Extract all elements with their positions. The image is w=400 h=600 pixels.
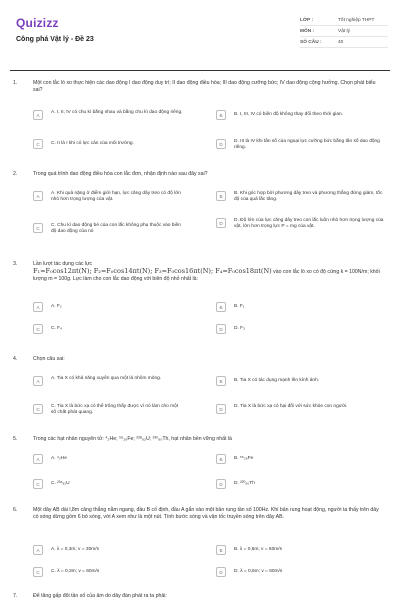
- option-letter: A: [33, 110, 43, 120]
- question-number: 3.: [13, 261, 18, 267]
- option-letter: A: [33, 376, 43, 386]
- question-number: 5.: [13, 436, 18, 442]
- option-a[interactable]: [33, 376, 183, 386]
- option-text: A. I, II, IV có chu kì bằng nhau và bằng chu kì dao động riêng.: [51, 110, 183, 115]
- option-a[interactable]: [33, 454, 183, 464]
- quizizz-logo: Quizizz: [16, 16, 59, 30]
- option-text: B. Tia X có tác dụng mạnh lên kính ảnh.: [234, 378, 320, 383]
- question-details: vào con lắc lò xo có độ cứng k = 100N/m; khối lượng m = 100g. Lực làm cho con lắc dao động với biên độ nhỏ nhất là:: [33, 269, 380, 282]
- question-text: Một con lắc lò xo thực hiện các dao động I dao động duy trì; II dao động điều hòa; III dao động cưỡng bức; IV dao động cộng hưởng. Chọn phát biểu sai?: [33, 80, 376, 93]
- question-number: 2.: [13, 171, 18, 177]
- question-text: Chọn câu sai:: [33, 356, 65, 362]
- option-d[interactable]: [216, 218, 384, 230]
- option-letter: A: [33, 454, 43, 464]
- option-text: C. ²³⁸₉₂U: [51, 481, 70, 486]
- option-d[interactable]: [216, 479, 384, 489]
- option-c[interactable]: [33, 479, 183, 489]
- question-intro: Lần lượt tác dụng các lực: [33, 261, 93, 267]
- option-letter: C: [33, 139, 43, 149]
- option-letter: A: [33, 302, 43, 312]
- option-c[interactable]: [33, 404, 183, 416]
- option-text: B. F₁: [234, 304, 245, 309]
- option-b[interactable]: [216, 302, 384, 312]
- option-letter: D: [216, 324, 226, 334]
- question-text: Một dây AB dài l,8m căng thẳng nằm ngang, đầu B cố định, đầu A gắn vào một bản rung tần số 100Hz. Khi bản rung hoạt động, người ta thấy trên dây có sóng dừng gồm 6 bó sóng, với A xem như là một nút. Tính bước sóng và vận tốc truyền sóng trên dây AB.: [33, 507, 379, 520]
- option-letter: B: [216, 545, 226, 555]
- question-text: Để tăng gấp đôi tần số của âm do dây đàn phát ra ta phải:: [33, 593, 167, 599]
- question-number: 1.: [13, 80, 18, 86]
- option-text: C. F₄: [51, 326, 63, 331]
- option-letter: B: [216, 454, 226, 464]
- option-a[interactable]: [33, 110, 183, 120]
- option-text: B. I, III, IV có biên độ không thay đổi theo thời gian.: [234, 112, 344, 117]
- option-letter: C: [33, 324, 43, 334]
- option-text: D. Tia X là bức xạ có hại đối với sức khỏe con người.: [234, 404, 348, 409]
- option-b[interactable]: [216, 376, 384, 386]
- option-text: C. II là I khi có lực cản của môi trường.: [51, 141, 134, 146]
- option-text: D. λ = 0,6m; v = 60m/s: [234, 569, 283, 574]
- option-text: A. Tia X có khả năng xuyên qua một lá nhôm mỏng.: [51, 376, 162, 381]
- option-text: C. Chu kì dao động bé của con lắc không phụ thuộc vào biên độ dao động của nó: [51, 223, 181, 234]
- meta-row-subject: MÔN : Vật lý: [300, 26, 388, 37]
- option-letter: C: [33, 223, 43, 233]
- option-b[interactable]: [216, 191, 384, 203]
- option-text: D. Độ lớn của lực căng dây treo con lắc luôn nhỏ hơn trọng lượng của vật, lớn hơn trọng lực P = mg của vật.: [234, 218, 384, 229]
- option-text: A. λ = 0,3m; v = 30m/s: [51, 547, 99, 552]
- option-text: A. F₂: [51, 304, 62, 309]
- option-b[interactable]: [216, 545, 384, 555]
- option-d[interactable]: [216, 404, 384, 414]
- question-number: 4.: [13, 356, 18, 362]
- test-meta: [300, 15, 388, 48]
- option-letter: C: [33, 479, 43, 489]
- meta-row-class: LỚP : Tốt nghiệp THPT: [300, 15, 388, 26]
- option-letter: B: [216, 191, 226, 201]
- option-text: B. λ = 0,6m; v = 60m/s: [234, 547, 282, 552]
- question-text: Trong quá trình dao động điều hòa con lắc đơn, nhận định nào sau đây sai?: [33, 171, 208, 177]
- option-letter: A: [33, 191, 43, 201]
- option-c[interactable]: [33, 139, 183, 149]
- option-text: C. Tia X là bức xạ có thể trông thấy được vì nó làm cho một số chất phát quang.: [51, 404, 179, 415]
- option-text: D. F₃: [234, 326, 246, 331]
- option-a[interactable]: [33, 302, 183, 312]
- force-formula: F₁=F₀cos12πt(N); F₂=F₀cos14πt(N); F₃=F₀cos16πt(N); F₄=F₀cos18πt(N): [33, 267, 272, 275]
- option-letter: D: [216, 479, 226, 489]
- option-c[interactable]: [33, 223, 183, 235]
- option-letter: B: [216, 110, 226, 120]
- option-letter: C: [33, 404, 43, 414]
- option-a[interactable]: [33, 545, 183, 555]
- option-letter: D: [216, 218, 226, 228]
- option-text: D. III là IV khi tần số của ngoại lực cưỡng bức bằng tần số dao động riêng.: [234, 139, 380, 150]
- header-divider: [10, 70, 390, 71]
- option-letter: C: [33, 567, 43, 577]
- option-c[interactable]: [33, 567, 183, 577]
- option-letter: B: [216, 302, 226, 312]
- question-text: [33, 261, 384, 283]
- option-text: B. ⁵⁶₂₆Fe: [234, 456, 254, 461]
- option-d[interactable]: [216, 567, 384, 577]
- option-b[interactable]: [216, 454, 384, 464]
- option-c[interactable]: [33, 324, 183, 334]
- option-letter: A: [33, 545, 43, 555]
- question-number: 6.: [13, 507, 18, 513]
- option-text: C. λ = 0,3m; v = 60m/s: [51, 569, 100, 574]
- header: [0, 0, 400, 68]
- option-d[interactable]: [216, 324, 384, 334]
- option-text: A. ⁴₂He: [51, 456, 67, 461]
- option-text: D. ²³⁰₉₀Th: [234, 481, 255, 486]
- option-a[interactable]: [33, 191, 183, 203]
- option-text: A. Khi quả nặng ở điểm giới hạn, lực căng dây treo có độ lớn nhỏ hơn trọng lượng của vật.: [51, 191, 181, 202]
- question-text: Trong các hạt nhân nguyên tử: ⁴₂He; ⁵⁶₂₆Fe; ²³⁸₉₂U; ²³⁰₉₀Th, hạt nhân bền vững nhất là: [33, 436, 232, 442]
- option-text: B. Khi góc hợp bởi phương dây treo và phương thẳng đứng giảm, tốc độ của quả lắc tăng.: [234, 191, 383, 202]
- option-d[interactable]: [216, 139, 384, 151]
- option-letter: D: [216, 567, 226, 577]
- option-letter: D: [216, 404, 226, 414]
- test-title: Công phá Vật lý - Đề 23: [16, 36, 94, 43]
- meta-row-count: SỐ CÂU : 40: [300, 37, 388, 48]
- question-number: 7.: [13, 593, 18, 599]
- option-letter: D: [216, 139, 226, 149]
- option-letter: B: [216, 376, 226, 386]
- option-b[interactable]: [216, 110, 384, 120]
